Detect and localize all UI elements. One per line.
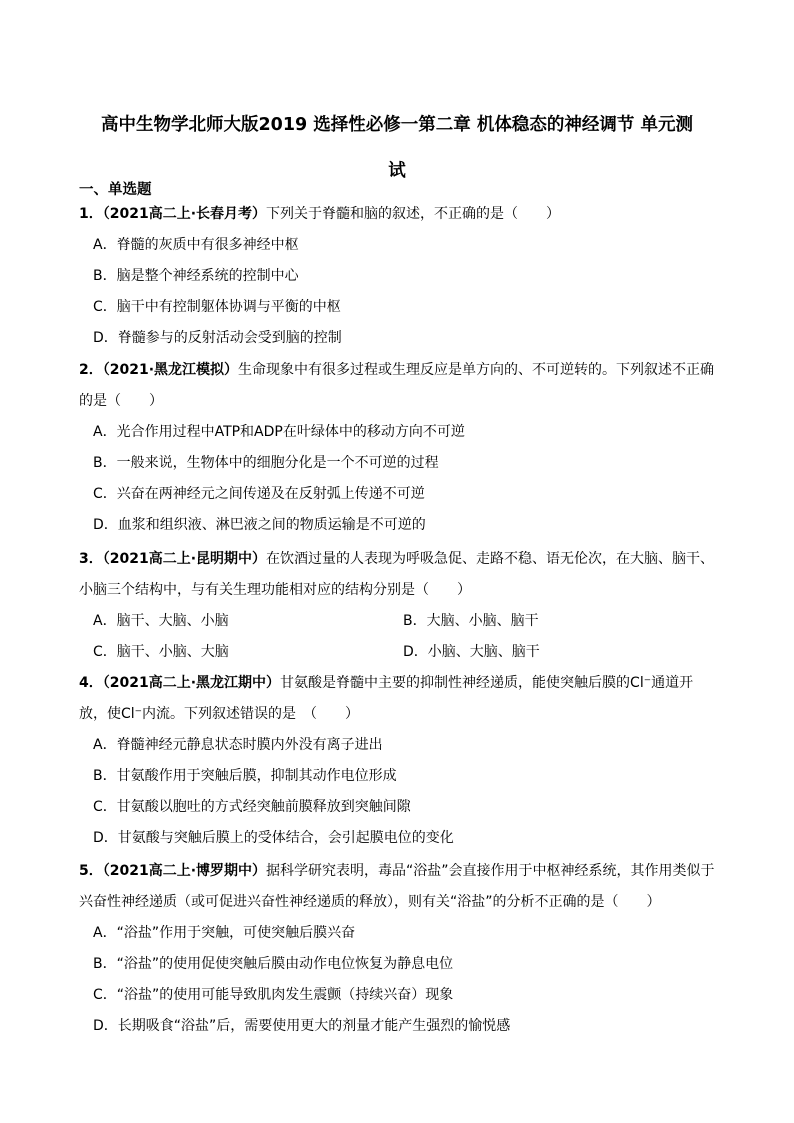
question-text: 生命现象中有很多过程或生理反应是单方向的、不可逆转的。下列叙述不正确的是（ ） [79,362,715,409]
question-3 [79,544,719,668]
question-4 [79,668,719,854]
section-heading: 一、单选题 [79,182,152,198]
question-stem [79,355,719,417]
question-stem [79,544,719,606]
question-source: （2021高二上·长春月考） [102,206,267,222]
option-row [79,637,719,668]
question-2 [79,355,719,541]
option-d[interactable]: D．甘氨酸与突触后膜上的受体结合，会引起膜电位的变化 [93,830,454,846]
question-text: 在饮酒过量的人表现为呼吸急促、走路不稳、语无伦次，在大脑、脑干、小脑三个结构中，与有关生理功能相对应的结构分别是（ ） [79,551,715,598]
question-stem [79,856,719,918]
option-c[interactable]: C．兴奋在两神经元之间传递及在反射弧上传递不可逆 [93,486,425,502]
option-a[interactable]: A．脑干、大脑、小脑 [93,613,229,629]
option-a[interactable]: A．脊髓神经元静息状态时膜内外没有离子进出 [93,737,383,753]
question-number: 1． [79,206,103,222]
option-a[interactable]: A．“浴盐”作用于突触，可使突触后膜兴奋 [93,925,356,941]
option-b[interactable]: B．一般来说，生物体中的细胞分化是一个不可逆的过程 [93,455,439,471]
question-number: 5． [79,863,103,879]
question-source: （2021高二上·昆明期中） [102,551,267,567]
question-number: 4． [79,675,103,691]
question-5 [79,856,719,1042]
title-line-2: 试 [388,161,406,181]
option-c[interactable]: C．脑干中有控制躯体协调与平衡的中枢 [93,299,341,315]
option-b[interactable]: B．甘氨酸作用于突触后膜，抑制其动作电位形成 [93,768,397,784]
question-number: 3． [79,551,103,567]
question-source: （2021高二上·博罗期中） [102,863,267,879]
option-c[interactable]: C．“浴盐”的使用可能导致肌肉发生震颤（持续兴奋）现象 [93,987,454,1003]
document-title [60,102,734,194]
option-b[interactable]: B．脑是整个神经系统的控制中心 [93,268,299,284]
option-d[interactable]: D．血浆和组织液、淋巴液之间的物质运输是不可逆的 [93,517,426,533]
option-d[interactable]: D．小脑、大脑、脑干 [403,644,540,660]
question-source: （2021高二上·黑龙江期中） [102,675,281,691]
question-text: 据科学研究表明，毒品“浴盐”会直接作用于中枢神经系统，其作用类似于兴奋性神经递质（或可促进兴奋性神经递质的释放），则有关“浴盐”的分析不正确的是（ ） [79,863,715,910]
question-source: （2021·黑龙江模拟） [102,362,239,378]
option-row [79,606,719,637]
question-stem [79,199,719,230]
question-text: 下列关于脊髓和脑的叙述，不正确的是（ ） [266,206,561,222]
question-number: 2． [79,362,103,378]
question-1 [79,199,719,354]
question-text: 甘氨酸是脊髓中主要的抑制性神经递质，能使突触后膜的Cl⁻通道开放，使Cl⁻内流。下列叙述错误的是 （ ） [79,675,694,722]
option-b[interactable]: B．“浴盐”的使用促使突触后膜由动作电位恢复为静息电位 [93,956,454,972]
question-stem [79,668,719,730]
title-line-1: 高中生物学北师大版2019 选择性必修一第二章 机体稳态的神经调节 单元测 [101,115,693,135]
option-b[interactable]: B．大脑、小脑、脑干 [403,613,539,629]
option-c[interactable]: C．脑干、小脑、大脑 [93,644,229,660]
option-c[interactable]: C．甘氨酸以胞吐的方式经突触前膜释放到突触间隙 [93,799,411,815]
option-d[interactable]: D．脊髓参与的反射活动会受到脑的控制 [93,330,342,346]
option-d[interactable]: D．长期吸食“浴盐”后，需要使用更大的剂量才能产生强烈的愉悦感 [93,1018,511,1034]
option-a[interactable]: A．脊髓的灰质中有很多神经中枢 [93,237,299,253]
option-a[interactable]: A．光合作用过程中ATP和ADP在叶绿体中的移动方向不可逆 [93,424,465,440]
